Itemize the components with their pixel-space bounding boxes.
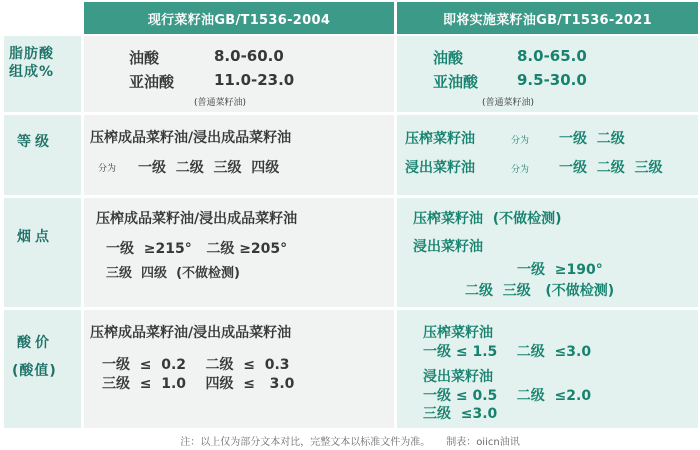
note: (普通菜籽油) [482,98,535,108]
smoke-point-grades-1-2: 一级 ≥215° 二级 ≥205° [106,241,288,257]
divided-into: 分为 [511,165,530,175]
oleic-acid-value: 8.0-60.0 [214,47,284,65]
extracted-acid-values-grade-3: 三级 ≤3.0 [423,406,498,422]
divided-into: 分为 [511,136,530,146]
grade-list: 一级 二级 [559,131,625,147]
grade-2-3-value: 二级 三级 (不做检测) [465,283,615,299]
new-grade-cell [397,115,698,195]
smoke-point-grades-3-4: 三级 四级 (不做检测) [106,266,240,281]
current-smoke-point-cell [84,198,394,307]
grade-list: 一级 二级 三级 四级 [138,160,280,176]
oil-type-line: 压榨成品菜籽油/浸出成品菜籽油 [90,130,292,146]
extracted-oil: 浸出菜籽油 [423,369,493,385]
row-label-fatty-acid [4,36,81,112]
current-fatty-acid-cell [84,36,394,112]
current-grade-cell [84,115,394,195]
linoleic-acid-value: 9.5-30.0 [517,71,587,89]
extracted-oil: 浸出菜籽油 [413,239,483,255]
note: (普通菜籽油) [194,98,247,108]
pressed-acid-values: 一级 ≤ 1.5 二级 ≤3.0 [423,344,592,360]
header-new-standard: 即将实施菜籽油GB/T1536-2021 [397,2,698,34]
label-line: 脂肪酸 [9,46,54,62]
acid-grades-1-2: 一级 ≤ 0.2 二级 ≤ 0.3 [102,357,290,373]
label-line: 烟点 [17,229,53,245]
acid-grades-3-4: 三级 ≤ 1.0 四级 ≤ 3.0 [102,376,295,392]
footer-note: 注：以上仅为部分文本对比，完整文本以标准文件为准。 制表：oiicn油讯 [180,437,520,448]
linoleic-acid-name: 亚油酸 [129,73,175,91]
divided-into: 分为 [98,164,117,174]
label-line: 酸价 [17,335,53,351]
oleic-acid-value: 8.0-65.0 [517,47,587,65]
grade-1-value: 一级 ≥190° [517,262,603,278]
oil-type-line: 压榨成品菜籽油/浸出成品菜籽油 [90,325,292,341]
linoleic-acid-value: 11.0-23.0 [214,71,295,89]
label-line: (酸值) [12,363,57,379]
linoleic-acid-name: 亚油酸 [433,73,479,91]
oleic-acid-name: 油酸 [433,49,464,67]
oil-type-line: 压榨成品菜籽油/浸出成品菜籽油 [96,211,298,227]
label-line: 等级 [17,134,53,150]
new-fatty-acid-cell [397,36,698,112]
new-smoke-point-cell [397,198,698,307]
grade-list: 一级 二级 三级 [559,160,663,176]
current-acid-value-cell [84,310,394,428]
pressed-oil: 压榨菜籽油 [423,325,493,341]
pressed-oil: 压榨菜籽油 (不做检测) [413,211,562,227]
label-line: 组成% [9,64,55,80]
extracted-oil: 浸出菜籽油 [405,160,475,176]
oleic-acid-name: 油酸 [129,49,160,67]
row-label-smoke-point [4,198,81,307]
row-label-grade [4,115,81,195]
extracted-acid-values: 一级 ≤ 0.5 二级 ≤2.0 [423,388,592,404]
header-current-standard: 现行菜籽油GB/T1536-2004 [84,2,394,34]
pressed-oil: 压榨菜籽油 [405,131,475,147]
new-acid-value-cell [397,310,698,428]
row-label-acid-value [4,310,81,428]
